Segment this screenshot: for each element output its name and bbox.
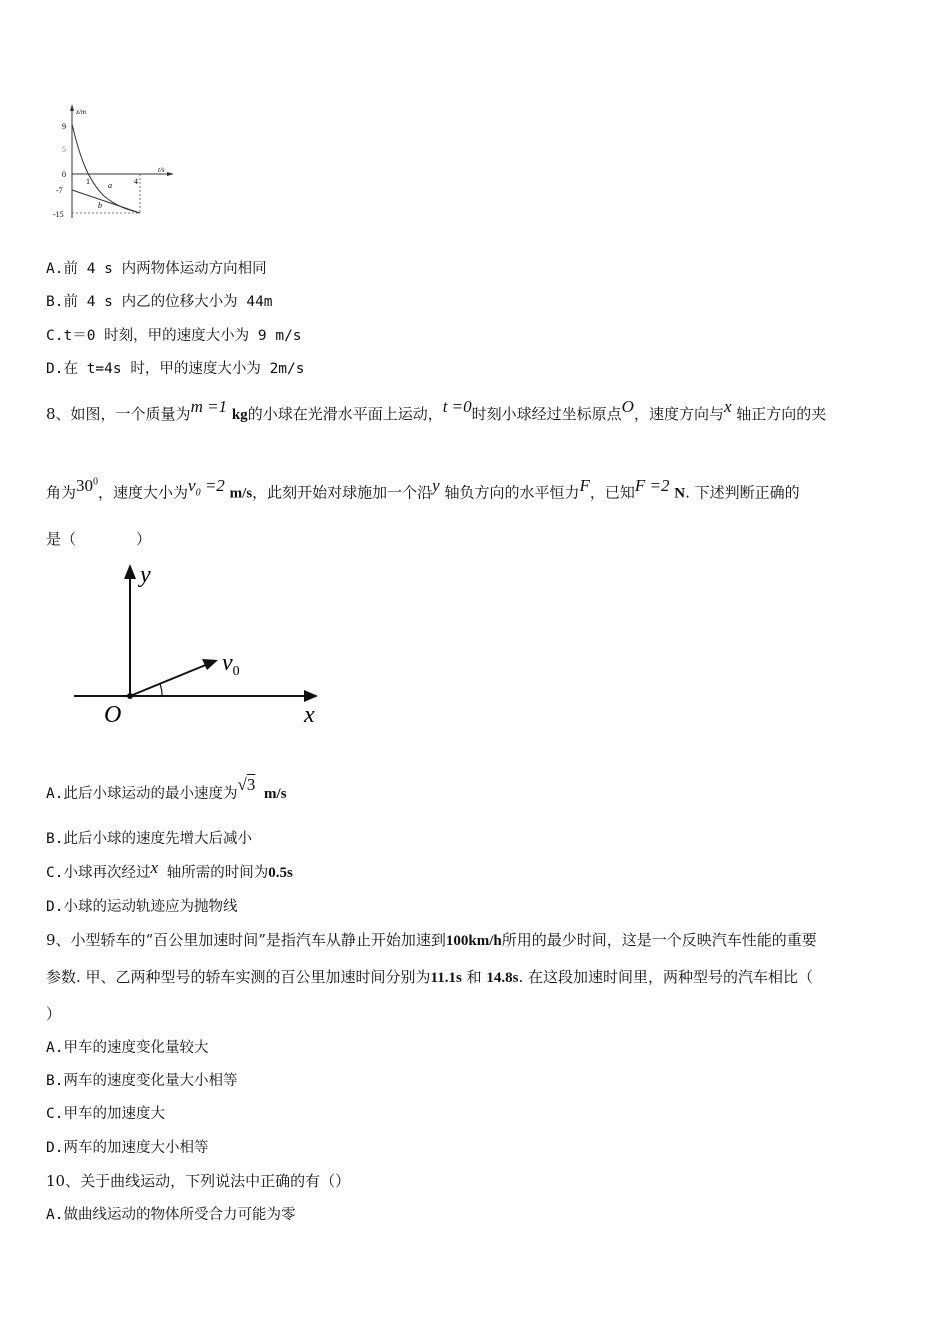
graph-y-tick-5: 5 — [62, 145, 66, 154]
q9-stem-line-3: ） — [46, 1005, 62, 1023]
diagram-y-arrow — [124, 564, 136, 579]
velocity-diagram — [66, 558, 336, 730]
q7-option-a: A.前 4 s 内两物体运动方向相同 — [46, 261, 267, 277]
q9-stem-line-1: 9、小型轿车的“百公里加速时间”是指汽车从静止开始加速到100km/h所用的最少时间，这是一个反映汽车性能的重要 — [46, 931, 817, 949]
q8-option-b: B.此后小球的速度先增大后减小 — [46, 831, 252, 847]
graph-y-label: x/m — [76, 108, 87, 116]
q8-option-a: A.此后小球运动的最小速度为√3 m/s — [46, 775, 287, 802]
graph-x-tick-1: 1 — [86, 177, 90, 186]
graph-curve-a — [72, 124, 140, 213]
q10-stem: 10、关于曲线运动，下列说法中正确的有（） — [46, 1172, 351, 1190]
q9-option-b: B.两车的速度变化量大小相等 — [46, 1073, 238, 1089]
graph-x-arrow — [167, 172, 174, 176]
q8-option-d: D.小球的运动轨迹应为抛物线 — [46, 899, 238, 915]
q8-stem-line-3: 是（ ） — [46, 530, 152, 548]
q9-option-c: C.甲车的加速度大 — [46, 1106, 165, 1122]
graph-curve-a-label: a — [108, 181, 112, 190]
q10-option-a: A.做曲线运动的物体所受合力可能为零 — [46, 1207, 296, 1223]
graph-y-tick-0: 0 — [62, 170, 66, 179]
graph-curve-b-label: b — [98, 201, 102, 210]
q8-stem-line-1: 8、如图，一个质量为m =1 kg的小球在光滑水平面上运动，t =0时刻小球经过坐标原点O，速度方向与x 轴正方向的夹 — [46, 397, 827, 423]
diagram-origin-label: O — [104, 702, 122, 728]
q9-option-a: A.甲车的速度变化量较大 — [46, 1040, 209, 1056]
graph-line-b — [72, 190, 140, 213]
q8-stem-line-2: 角为$30^0$，速度大小为$v_0 =2$ m/s，此刻开始对球施加一个沿y 轴负方向的水平恒力F，已知F =2 N. 下述判断正确的 — [46, 475, 800, 502]
diagram-x-arrow — [304, 690, 318, 702]
diagram-y-label: y — [140, 562, 151, 588]
diagram-angle-arc — [160, 684, 162, 696]
diagram-v0-label: $v_0$ — [222, 650, 240, 679]
q9-option-d: D.两车的加速度大小相等 — [46, 1140, 209, 1156]
graph-y-tick-neg15: -15 — [53, 210, 64, 219]
diagram-origin-dot — [127, 693, 133, 699]
graph-x-label: t/s — [158, 166, 165, 174]
graph-x-tick-4: 4 — [134, 177, 138, 186]
graph-y-tick-neg7: -7 — [56, 186, 63, 195]
q7-option-d: D.在 t=4s 时，甲的速度大小为 2m/s — [46, 361, 305, 377]
graph-y-arrow — [70, 104, 74, 111]
q8-option-c: C.小球再次经过x 轴所需的时间为0.5s — [46, 858, 293, 881]
diagram-x-label: x — [304, 702, 315, 728]
diagram-velocity-vector — [130, 664, 208, 696]
q7-option-b: B.前 4 s 内乙的位移大小为 44m — [46, 294, 273, 310]
q9-stem-line-2: 参数. 甲、乙两种型号的轿车实测的百公里加速时间分别为11.1s 和 14.8s. 在这段加速时间里，两种型号的汽车相比（ — [46, 968, 814, 986]
q7-option-c: C.t＝0 时刻，甲的速度大小为 9 m/s — [46, 328, 302, 344]
xt-graph — [52, 100, 182, 225]
graph-y-tick-9: 9 — [62, 122, 66, 131]
